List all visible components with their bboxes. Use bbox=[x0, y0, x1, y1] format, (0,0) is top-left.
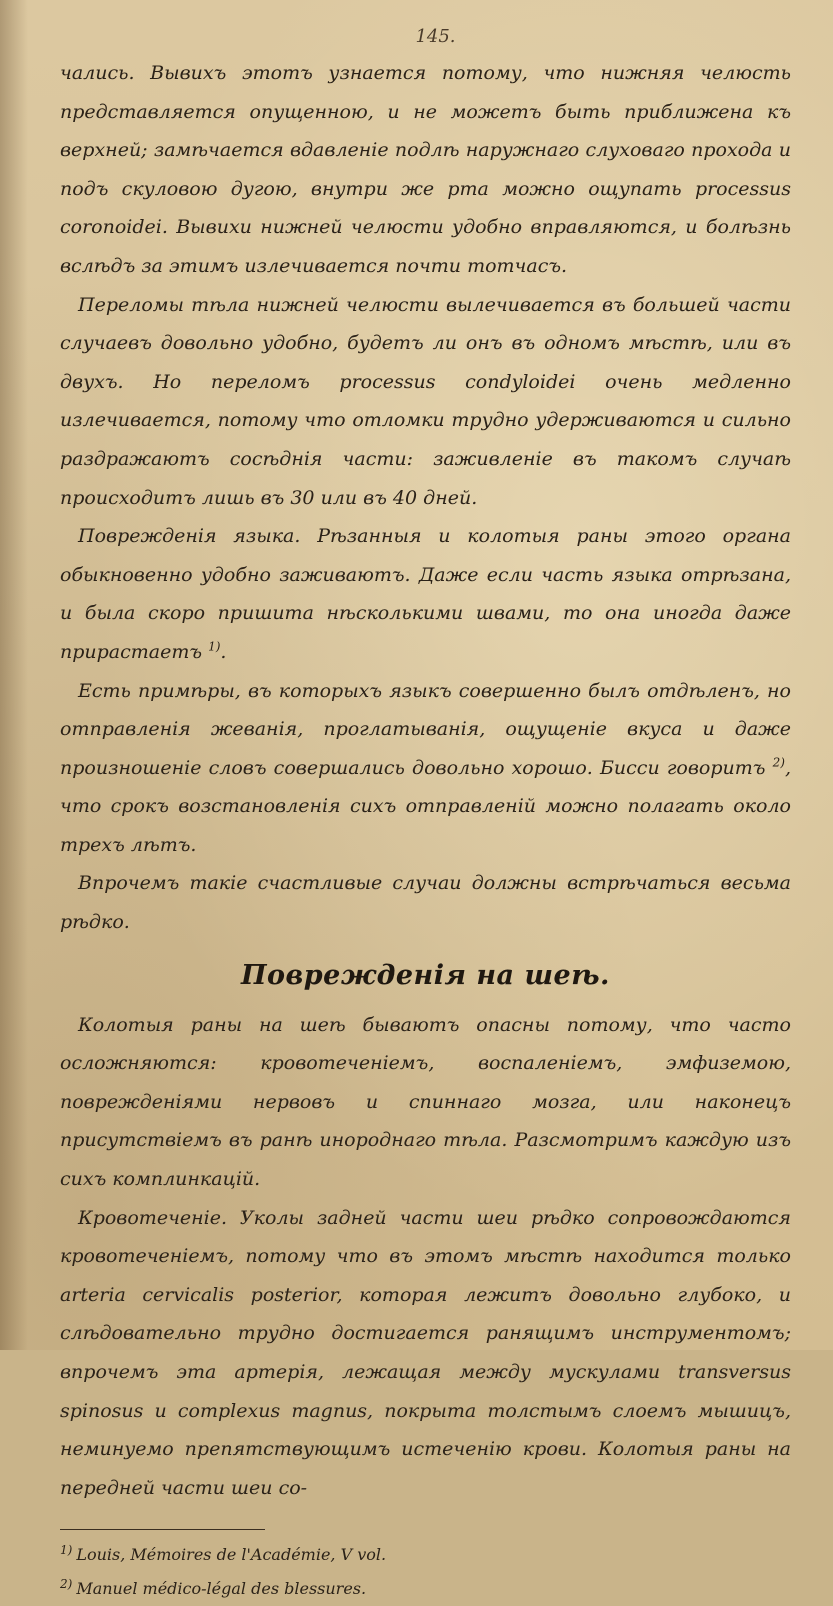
footnote-text-2: Manuel médico-légal des blessures. bbox=[76, 1579, 367, 1599]
paragraph-examples bbox=[60, 672, 791, 865]
page-body bbox=[60, 54, 791, 1507]
page-number: 145. bbox=[415, 26, 456, 47]
paragraph-neck-wounds: Колотыя раны на шеѣ бываютъ опасны потому, что часто осложняются: кровотеченіемъ, воспаленіемъ, эмфиземою, поврежденіями нервовъ и спиннаго мозга, или наконецъ присутствіемъ въ ранѣ инороднаго тѣла. Разсмотримъ каждую изъ сихъ комплинкацій. bbox=[60, 1013, 791, 1191]
paragraph-hemorrhage: Кровотеченіе. Уколы задней части шеи рѣдко сопровождаются кровотеченіемъ, потому что въ этомъ мѣстѣ находится только arteria cervicalis posterior, которая лежитъ довольно глубоко, и слѣдовательно трудно достигается ранящимъ инструментомъ; впрочемъ эта артерія, лежащая между мускулами transversus spinosus и complexus magnus, покрыта толстымъ слоемъ мышицъ, неминуемо препятствующимъ истеченію крови. Колотыя раны на передней части шеи со- bbox=[60, 1206, 791, 1499]
examples-text-after: , что срокъ возстановленія сихъ отправленій можно полагать около трехъ лѣтъ. bbox=[60, 756, 791, 856]
footnote-2 bbox=[60, 1572, 791, 1606]
examples-text-before: Есть примѣры, въ которыхъ языкъ совершенно былъ отдѣленъ, но отправленія жеванія, проглатыванія, ощущеніе вкуса и даже произношеніе словъ совершались довольно хорошо. Бисси говоритъ bbox=[60, 679, 791, 779]
paragraph-dislocation: чались. Вывихъ этотъ узнается потому, что нижняя челюсть представляется опущенною, и не можетъ быть приближена къ верхней; замѣчается вдавленіе подлѣ наружнаго слуховаго прохода и подъ скуловою дугою, внутри же рта можно ощупать processus coronoidei. Вывихи нижней челюсти удобно вправляются, и болѣзнь вслѣдъ за этимъ излечивается почти тотчасъ. bbox=[60, 62, 791, 277]
footnotes bbox=[60, 1538, 791, 1606]
paragraph-rare-cases: Впрочемъ такіе счастливые случаи должны встрѣчаться весьма рѣдко. bbox=[60, 872, 791, 934]
footnote-1 bbox=[60, 1538, 791, 1572]
paragraph-fractures: Переломы тѣла нижней челюсти вылечивается въ большей части случаевъ довольно удобно, будетъ ли онъ въ одномъ мѣстѣ, или въ двухъ. Но переломъ processus condyloidei очень медленно излечивается, потому что отломки трудно удерживаются и сильно раздражаютъ сосѣднія части: заживленіе въ такомъ случаѣ происходитъ лишь въ 30 или въ 40 дней. bbox=[60, 293, 791, 509]
tongue-end: . bbox=[220, 640, 227, 663]
footnote-text-1: Louis, Mémoires de l'Académie, V vol. bbox=[76, 1545, 387, 1565]
footnote-mark-2: 2) bbox=[60, 1577, 73, 1592]
paragraph-tongue-injuries bbox=[60, 517, 791, 671]
footnote-divider bbox=[60, 1529, 265, 1530]
footnote-mark-1: 1) bbox=[60, 1543, 73, 1558]
section-heading: Поврежденія на шеѣ. bbox=[241, 959, 610, 991]
footnote-ref-1[interactable]: 1) bbox=[208, 639, 221, 654]
tongue-text: Поврежденія языка. Рѣзанныя и колотыя раны этого органа обыкновенно удобно заживаютъ. Даже если часть языка отрѣзана, и была скоро пришита нѣсколькими швами, то она иногда даже прирастаетъ bbox=[60, 525, 791, 663]
footnote-ref-2[interactable]: 2) bbox=[772, 755, 785, 770]
